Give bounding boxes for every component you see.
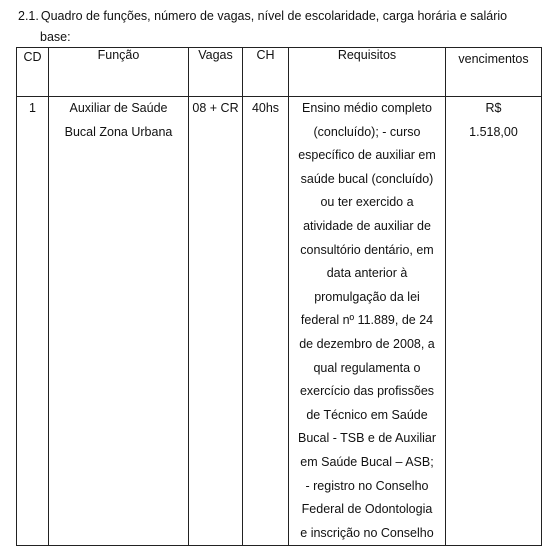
- section-title-line1: Quadro de funções, número de vagas, nível de escolaridade, carga horária e salário: [40, 9, 508, 23]
- requisito-line: Federal de Odontologia: [301, 502, 433, 517]
- header-vagas: Vagas: [189, 48, 243, 97]
- cell-requisitos: [289, 97, 446, 546]
- header-requisitos: Requisitos: [289, 48, 446, 97]
- cell-vencimento: [446, 97, 542, 546]
- requisito-line: - registro no Conselho: [305, 478, 429, 493]
- requisito-line: consultório dentário, em: [300, 242, 434, 257]
- header-funcao: Função: [49, 48, 189, 97]
- section-number: 2.1.: [18, 9, 39, 23]
- positions-table: [16, 47, 542, 546]
- requisito-line: Bucal - TSB e de Auxiliar: [297, 431, 437, 446]
- header-vencimentos: vencimentos: [446, 48, 542, 97]
- section-heading: [18, 6, 543, 48]
- requisito-line: exercício das profissões: [299, 384, 435, 399]
- header-ch: CH: [243, 48, 289, 97]
- vencimento-currency: R$: [485, 101, 502, 115]
- requisito-line: e inscrição no Conselho: [300, 525, 434, 540]
- requisito-line: atividade de auxiliar de: [303, 218, 431, 233]
- table-row: [17, 97, 542, 546]
- requisito-line: qual regulamenta o: [313, 360, 421, 375]
- funcao-line: Auxiliar de Saúde: [69, 101, 168, 115]
- requisito-line: federal nº 11.889, de 24: [300, 313, 434, 328]
- table-header-row: [17, 48, 542, 97]
- requisito-line: em Saúde Bucal – ASB;: [300, 454, 434, 469]
- requisito-line: ou ter exercido a: [320, 195, 414, 210]
- funcao-line: Bucal Zona Urbana: [64, 124, 173, 139]
- requisito-line: (concluído); - curso: [313, 124, 421, 139]
- cell-funcao: [49, 97, 189, 546]
- requisito-line: de dezembro de 2008, a: [299, 336, 435, 351]
- cell-vagas: 08 + CR: [189, 97, 243, 546]
- requisito-line: Ensino médio completo: [302, 101, 432, 115]
- requisito-line: de Técnico em Saúde: [306, 407, 428, 422]
- requisito-line: promulgação da lei: [314, 289, 420, 304]
- requisito-line: específico de auxiliar em: [298, 148, 436, 163]
- vencimento-value: 1.518,00: [469, 124, 518, 139]
- cell-ch: 40hs: [243, 97, 289, 546]
- requisito-line: data anterior à: [326, 266, 408, 281]
- header-cd: CD: [17, 48, 49, 97]
- section-title-line2: base:: [40, 30, 71, 44]
- requisito-line: saúde bucal (concluído): [300, 171, 434, 186]
- cell-cd: 1: [17, 97, 49, 546]
